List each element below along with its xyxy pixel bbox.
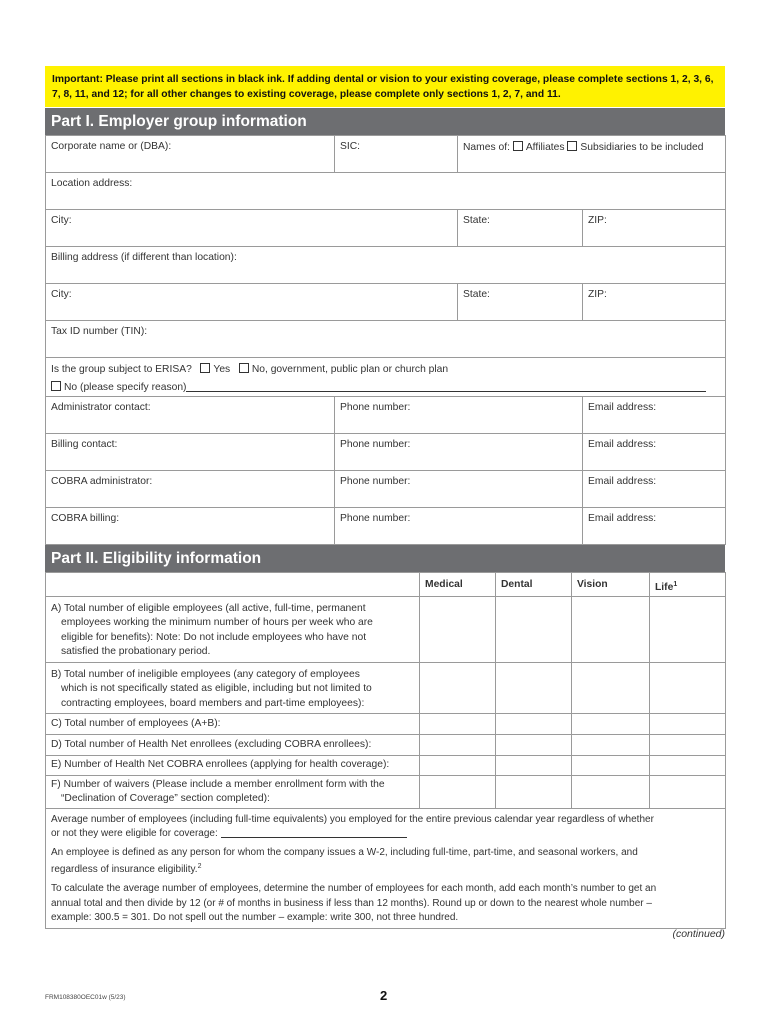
administrator-phone-field[interactable]: Phone number: [335,397,583,434]
row-f-label: F) Number of waivers (Please include a member enrollment form with the “Declination of Coverage” section completed): [46,775,420,808]
billing-state-field[interactable]: State: [458,284,583,321]
row-e-dental-input[interactable] [496,755,572,775]
page-number: 2 [380,988,388,1003]
row-d-vision-input[interactable] [572,734,650,755]
eligibility-table [45,572,726,929]
row-f-dental-input[interactable] [496,775,572,808]
continued-note: (continued) [672,928,725,940]
row-e-life-input[interactable] [650,755,726,775]
row-c-vision-input[interactable] [572,713,650,734]
row-b-life-input[interactable] [650,662,726,713]
important-notice: Important: Please print all sections in black ink. If adding dental or vision to your existing coverage, please complete sections 1, 2, 3, 6, 7, 8, 11, and 12; for all other changes to existing coverage, please complete only sections 1, 2, 7, and 11. [45,66,725,107]
employer-info-table [45,135,726,545]
billing-contact-field[interactable]: Billing contact: [46,434,335,471]
row-b-vision-input[interactable] [572,662,650,713]
erisa-question: Is the group subject to ERISA? Yes No, government, public plan or church plan No (please specify reason) [46,358,726,397]
row-d-label: D) Total number of Health Net enrollees (excluding COBRA enrollees): [46,734,420,755]
col-vision: Vision [572,573,650,597]
row-c-medical-input[interactable] [420,713,496,734]
zip-field[interactable]: ZIP: [583,210,726,247]
row-f-vision-input[interactable] [572,775,650,808]
row-b-dental-input[interactable] [496,662,572,713]
row-e-medical-input[interactable] [420,755,496,775]
col-medical: Medical [420,573,496,597]
subsidiaries-checkbox[interactable] [567,141,577,151]
billing-city-field[interactable]: City: [46,284,458,321]
administrator-email-field[interactable]: Email address: [583,397,726,434]
names-of-field: Names of: Affiliates Subsidiaries to be included [458,136,726,173]
state-field[interactable]: State: [458,210,583,247]
tax-id-field[interactable]: Tax ID number (TIN): [46,321,726,358]
erisa-no-gov-checkbox[interactable] [239,363,249,373]
city-field[interactable]: City: [46,210,458,247]
average-employees-input[interactable] [221,837,407,838]
row-a-life-input[interactable] [650,596,726,662]
row-a-dental-input[interactable] [496,596,572,662]
form-code: FRM108380OEC01w (5/23) [45,994,126,1001]
row-b-label: B) Total number of ineligible employees (any category of employees which is not specifically stated as eligible, including but not limited to contracting employees, board members and part-time employees): [46,662,420,713]
row-e-label: E) Number of Health Net COBRA enrollees (applying for health coverage): [46,755,420,775]
row-f-life-input[interactable] [650,775,726,808]
row-e-vision-input[interactable] [572,755,650,775]
administrator-contact-field[interactable]: Administrator contact: [46,397,335,434]
affiliates-checkbox[interactable] [513,141,523,151]
erisa-yes-checkbox[interactable] [200,363,210,373]
cobra-billing-email-field[interactable]: Email address: [583,508,726,545]
cobra-administrator-field[interactable]: COBRA administrator: [46,471,335,508]
row-d-life-input[interactable] [650,734,726,755]
cobra-admin-email-field[interactable]: Email address: [583,471,726,508]
row-c-dental-input[interactable] [496,713,572,734]
corporate-name-field[interactable]: Corporate name or (DBA): [46,136,335,173]
billing-address-field[interactable]: Billing address (if different than location): [46,247,726,284]
sic-field[interactable]: SIC: [335,136,458,173]
row-b-medical-input[interactable] [420,662,496,713]
average-employees-section: Average number of employees (including full-time equivalents) you employed for the entire previous calendar year regardless of whether or not they were eligible for coverage: An employee is defined as any person for whom the company issues a W-2, including full-time, part-time, and seasonal workers, and regardless of insurance eligibility.$^2$ To calculate the average number of employees, determine the number of employees for each month, add each month’s number to get an annual total and then divide by 12 (or # of months in business if less than 12 months). Round up or down to the nearest whole number – example: 300.5 = 301. Do not spell out the number – example: write 300, not three hundred. [46,808,726,928]
row-a-label: A) Total number of eligible employees (all active, full-time, permanent employees working the minimum number of hours per week who are eligible for benefits): Note: Do not include employees who have not satisfied the probationary period. [46,596,420,662]
part2-title: Part II. Eligibility information [45,545,725,572]
row-a-medical-input[interactable] [420,596,496,662]
row-d-dental-input[interactable] [496,734,572,755]
row-a-vision-input[interactable] [572,596,650,662]
cobra-billing-phone-field[interactable]: Phone number: [335,508,583,545]
eligibility-header-blank [46,573,420,597]
billing-phone-field[interactable]: Phone number: [335,434,583,471]
cobra-billing-field[interactable]: COBRA billing: [46,508,335,545]
row-f-medical-input[interactable] [420,775,496,808]
col-life: Life$^1$ [650,573,726,597]
row-c-label: C) Total number of employees (A+B): [46,713,420,734]
billing-zip-field[interactable]: ZIP: [583,284,726,321]
row-c-life-input[interactable] [650,713,726,734]
erisa-no-other-checkbox[interactable] [51,381,61,391]
location-address-field[interactable]: Location address: [46,173,726,210]
erisa-reason-line[interactable] [186,391,706,392]
cobra-admin-phone-field[interactable]: Phone number: [335,471,583,508]
part1-title: Part I. Employer group information [45,108,725,135]
col-dental: Dental [496,573,572,597]
row-d-medical-input[interactable] [420,734,496,755]
billing-email-field[interactable]: Email address: [583,434,726,471]
